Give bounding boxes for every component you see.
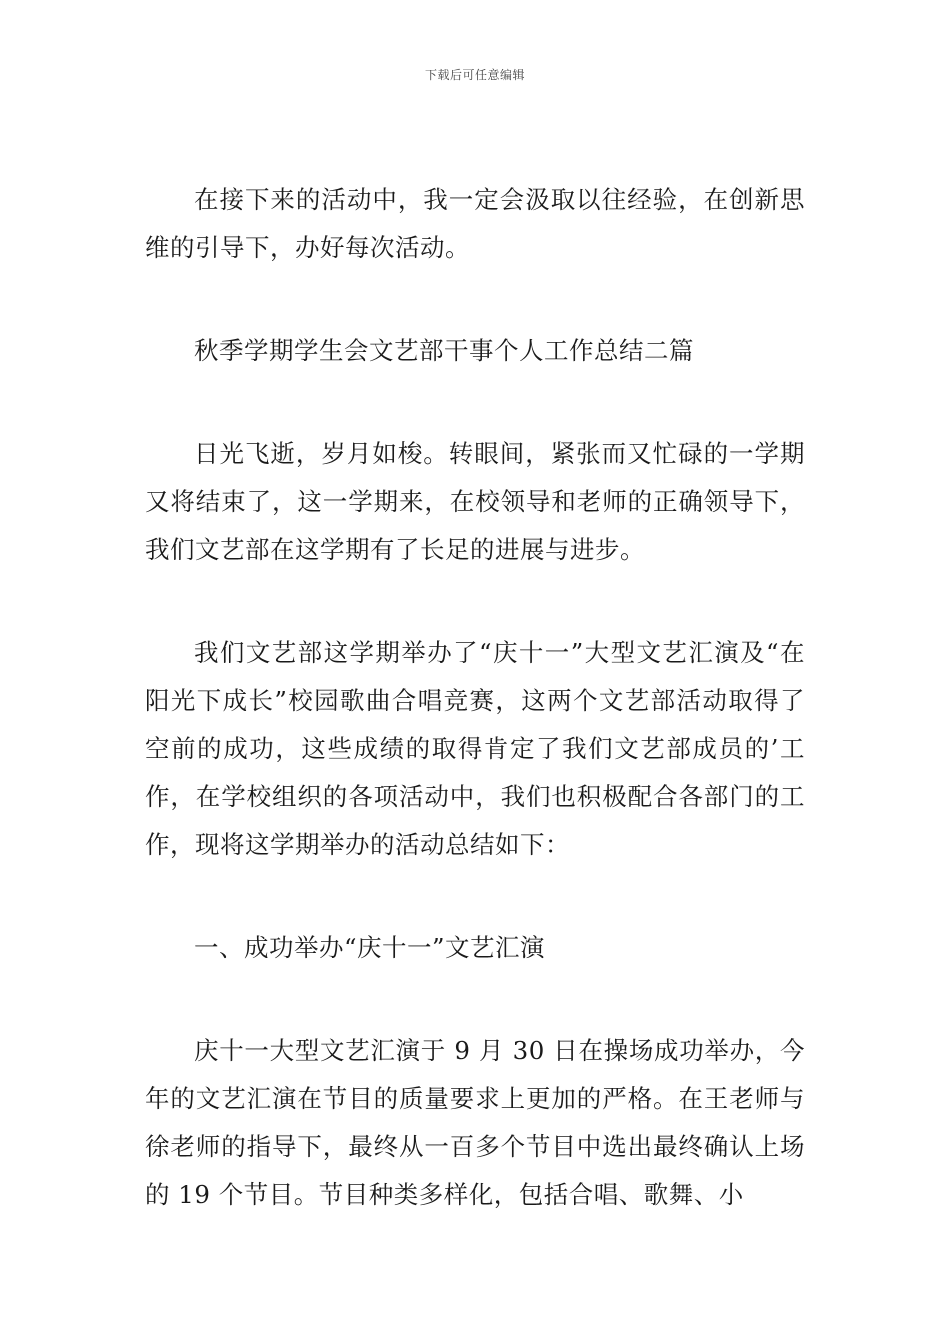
- paragraph-closing: 在接下来的活动中，我一定会汲取以往经验，在创新思维的引导下，办好每次活动。: [145, 185, 805, 262]
- paragraph-overview: 我们文艺部这学期举办了“庆十一”大型文艺汇演及“在阳光下成长”校园歌曲合唱竞赛，这两个文艺部活动取得了空前的成功，这些成绩的取得肯定了我们文艺部成员的’工作，在学校组织的各项活动中，我们也积极配合各部门的工作，现将这学期举办的活动总结如下：: [145, 638, 805, 859]
- paragraph-event-detail: 庆十一大型文艺汇演于 9 月 30 日在操场成功举办，今年的文艺汇演在节目的质量要求上更加的严格。在王老师与徐老师的指导下，最终从一百多个节目中选出最终确认上场的 19 个节目。节目种类多样化，包括合唱、歌舞、小: [145, 1036, 805, 1209]
- paragraph-intro: 日光飞逝，岁月如梭。转眼间，紧张而又忙碌的一学期又将结束了，这一学期来，在校领导和老师的正确领导下，我们文艺部在这学期有了长足的进展与进步。: [145, 439, 805, 564]
- section-title: 秋季学期学生会文艺部干事个人工作总结二篇: [194, 336, 694, 365]
- page-header-note: 下载后可任意编辑: [424, 68, 525, 82]
- document-body: [145, 176, 805, 1274]
- subsection-heading: 一、成功举办“庆十一”文艺汇演: [194, 933, 546, 962]
